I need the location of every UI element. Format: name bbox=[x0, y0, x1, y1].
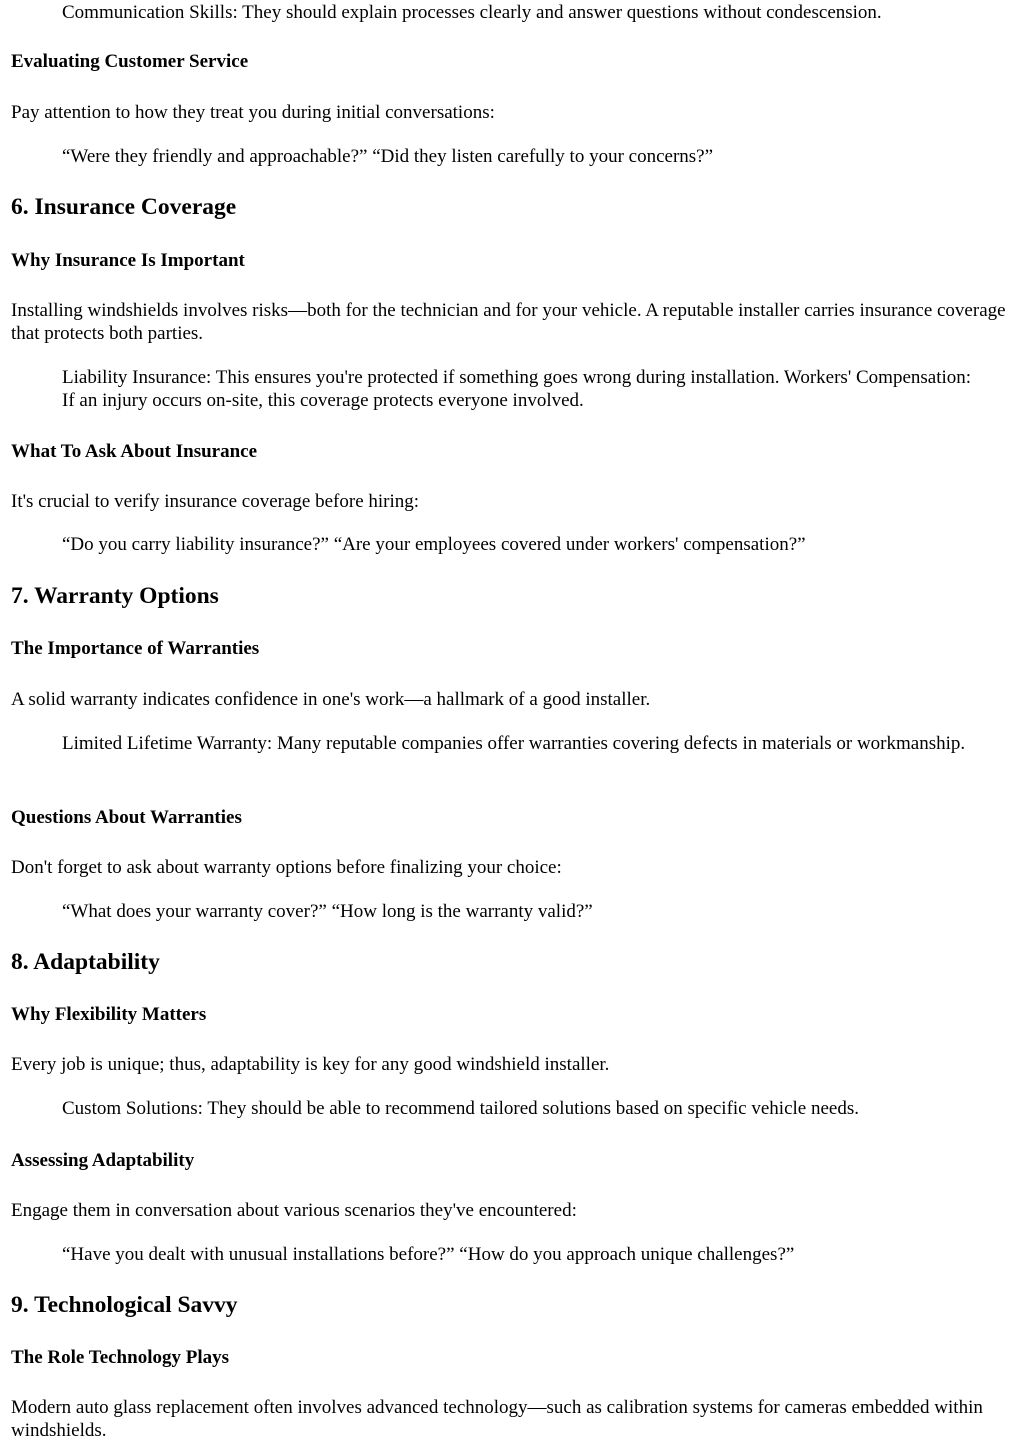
section-heading-warranty-options: 7. Warranty Options bbox=[11, 583, 219, 609]
paragraph-modern-auto-glass: Modern auto glass replacement often involves advanced technology—such as calibration systems for cameras embedded within windshields. bbox=[11, 1397, 983, 1441]
subheading-evaluating-customer-service: Evaluating Customer Service bbox=[11, 51, 249, 72]
paragraph-verify-insurance: It's crucial to verify insurance coverage before hiring: bbox=[11, 491, 420, 512]
paragraph-solid-warranty: A solid warranty indicates confidence in one's work—a hallmark of a good installer. bbox=[11, 689, 651, 710]
list-item-communication-skills: Communication Skills: They should explain processes clearly and answer questions without condescension. bbox=[62, 2, 882, 23]
paragraph-ask-warranty: Don't forget to ask about warranty options before finalizing your choice: bbox=[11, 857, 562, 878]
list-item-insurance-types: Liability Insurance: This ensures you're protected if something goes wrong during installation. Workers' Compensation: If an injury occurs on-site, this coverage protects everyone involved. bbox=[62, 367, 972, 411]
paragraph-insurance-risks: Installing windshields involves risks—both for the technician and for your vehicle. A reputable installer carries insurance coverage that protects both parties. bbox=[11, 300, 1006, 344]
subheading-role-technology-plays: The Role Technology Plays bbox=[11, 1347, 229, 1368]
section-heading-adaptability: 8. Adaptability bbox=[11, 949, 160, 975]
quote-warranty-questions: “What does your warranty cover?” “How long is the warranty valid?” bbox=[62, 901, 593, 922]
subheading-why-insurance-important: Why Insurance Is Important bbox=[11, 250, 245, 271]
subheading-importance-of-warranties: The Importance of Warranties bbox=[11, 638, 260, 659]
paragraph-customer-service-intro: Pay attention to how they treat you during initial conversations: bbox=[11, 102, 495, 123]
subheading-questions-about-warranties: Questions About Warranties bbox=[11, 807, 242, 828]
quote-adaptability-questions: “Have you dealt with unusual installations before?” “How do you approach unique challenges?” bbox=[62, 1244, 795, 1265]
subheading-assessing-adaptability: Assessing Adaptability bbox=[11, 1150, 195, 1171]
paragraph-every-job-unique: Every job is unique; thus, adaptability is key for any good windshield installer. bbox=[11, 1054, 610, 1075]
section-heading-technological-savvy: 9. Technological Savvy bbox=[11, 1292, 238, 1318]
quote-customer-service-questions: “Were they friendly and approachable?” “Did they listen carefully to your concerns?” bbox=[62, 146, 714, 167]
subheading-why-flexibility-matters: Why Flexibility Matters bbox=[11, 1004, 207, 1025]
quote-insurance-questions: “Do you carry liability insurance?” “Are your employees covered under workers' compensation?” bbox=[62, 534, 806, 555]
list-item-custom-solutions: Custom Solutions: They should be able to recommend tailored solutions based on specific vehicle needs. bbox=[62, 1098, 859, 1119]
list-item-limited-lifetime-warranty: Limited Lifetime Warranty: Many reputable companies offer warranties covering defects in materials or workmanship. bbox=[62, 733, 966, 754]
paragraph-engage-conversation: Engage them in conversation about various scenarios they've encountered: bbox=[11, 1200, 577, 1221]
section-heading-insurance-coverage: 6. Insurance Coverage bbox=[11, 194, 237, 220]
subheading-what-to-ask-insurance: What To Ask About Insurance bbox=[11, 441, 258, 462]
